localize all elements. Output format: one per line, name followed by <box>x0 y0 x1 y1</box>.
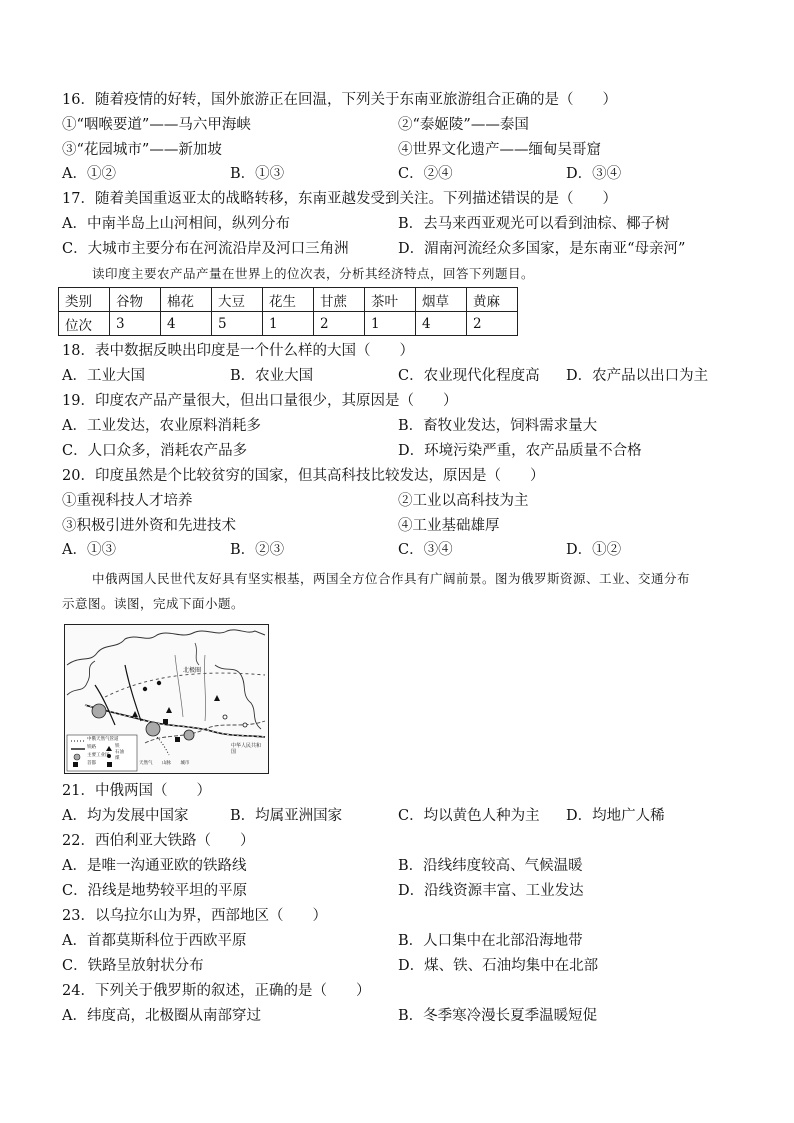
q16-item-4: ④世界文化遗产——缅甸吴哥窟 <box>398 142 601 158</box>
q19-stem: 19．印度农产品产量很大，但出口量很少，其原因是（ ） <box>62 393 458 409</box>
q20-item-2: ②工业以高科技为主 <box>398 493 529 509</box>
russia-resource-map <box>64 624 269 774</box>
q16-item-1: ①“咽喉要道”——马六甲海峡 <box>62 117 251 133</box>
q20-options <box>62 540 621 560</box>
table-header-row <box>59 288 518 312</box>
table-cell: 大豆 <box>212 288 263 312</box>
legend-item: 煤 <box>115 756 120 761</box>
q21-option-a[interactable]: A．均为发展中国家 <box>62 808 189 824</box>
q21-option-b[interactable]: B．均属亚洲国家 <box>230 808 343 824</box>
q21-option-c[interactable]: C．均以黄色人种为主 <box>398 808 540 824</box>
table-cell: 棉花 <box>161 288 212 312</box>
table-cell: 2 <box>314 312 365 336</box>
q18-option-a[interactable]: A．工业大国 <box>62 368 145 384</box>
table-cell: 烟草 <box>416 288 467 312</box>
legend-item: 石油 <box>115 750 124 755</box>
q23-stem: 23．以乌拉尔山为界，西部地区（ ） <box>62 908 327 924</box>
q18-option-d[interactable]: D．农产品以出口为主 <box>566 368 709 384</box>
q20-item-3: ③积极引进外资和先进技术 <box>62 518 236 534</box>
table-cell: 甘蔗 <box>314 288 365 312</box>
q21-options <box>62 806 665 826</box>
q17-stem: 17．随着美国重返亚太的战略转移，东南亚越发受到关注。下列描述错误的是（ ） <box>62 191 617 207</box>
q20-item-1: ①重视科技人才培养 <box>62 493 193 509</box>
table-cell: 1 <box>263 312 314 336</box>
legend-item: 城市 <box>180 761 190 766</box>
q17-option-b[interactable]: B．去马来西亚观光可以看到油棕、椰子树 <box>398 216 670 232</box>
q20-item-4: ④工业基础雄厚 <box>398 518 500 534</box>
q22-option-b[interactable]: B．沿线纬度较高、气候温暖 <box>398 858 583 874</box>
table-row <box>59 312 518 336</box>
table-cell: 位次 <box>59 312 110 336</box>
q23-option-a[interactable]: A．首都莫斯科位于西欧平原 <box>62 933 247 949</box>
q16-item-2: ②“泰姬陵”——泰国 <box>398 117 529 133</box>
q23-option-b[interactable]: B．人口集中在北部沿海地带 <box>398 933 583 949</box>
legend-item: 中俄天然气管道 <box>87 737 119 742</box>
q16-option-d[interactable]: D．③④ <box>566 166 622 182</box>
q23-option-d[interactable]: D．煤、铁、石油均集中在北部 <box>398 958 599 974</box>
table-cell: 花生 <box>263 288 314 312</box>
legend-item: 首都 <box>87 761 96 766</box>
q16-stem: 16．随着疫情的好转，国外旅游正在回温，下列关于东南亚旅游组合正确的是（ ） <box>62 92 617 108</box>
q20-option-d[interactable]: D．①② <box>566 542 622 558</box>
q22-option-a[interactable]: A．是唯一沟通亚欧的铁路线 <box>62 858 247 874</box>
q16-option-a[interactable]: A．①② <box>62 166 116 182</box>
legend-item: 山脉 <box>161 761 171 766</box>
section-intro-india: 读印度主要农产品产量在世界上的位次表，分析其经济特点，回答下列题目。 <box>92 266 535 281</box>
q18-stem: 18．表中数据反映出印度是一个什么样的大国（ ） <box>62 343 414 359</box>
map-label-arctic-circle: 北极圈 <box>183 667 202 674</box>
india-rank-table <box>58 287 518 336</box>
q16-options <box>62 164 621 184</box>
legend-item: 主要工业区 <box>87 753 110 758</box>
table-cell: 3 <box>110 312 161 336</box>
table-cell: 类别 <box>59 288 110 312</box>
map-label-china: 中华人民共和国 <box>231 743 262 755</box>
legend-item: 天然气 <box>139 761 153 766</box>
table-cell: 1 <box>365 312 416 336</box>
legend-item: 铁 <box>115 744 120 749</box>
q18-option-b[interactable]: B．农业大国 <box>230 368 314 384</box>
q16-option-c[interactable]: C．②④ <box>398 166 453 182</box>
q20-stem: 20．印度虽然是个比较贫穷的国家，但其高科技比较发达，原因是（ ） <box>62 468 545 484</box>
q23-option-c[interactable]: C．铁路呈放射状分布 <box>62 958 204 974</box>
q21-stem: 21．中俄两国（ ） <box>62 783 211 799</box>
map-legend-bottom <box>139 761 189 767</box>
q17-option-a[interactable]: A．中南半岛上山河相间，纵列分布 <box>62 216 290 232</box>
q24-option-b[interactable]: B．冬季寒冷漫长夏季温暖短促 <box>398 1008 598 1024</box>
q20-option-a[interactable]: A．①③ <box>62 542 116 558</box>
q20-option-c[interactable]: C．③④ <box>398 542 453 558</box>
q16-item-3: ③“花园城市”——新加坡 <box>62 142 222 158</box>
table-cell: 2 <box>467 312 518 336</box>
map-legend-right <box>115 744 124 762</box>
q19-option-c[interactable]: C．人口众多，消耗农产品多 <box>62 443 248 459</box>
table-cell: 4 <box>416 312 467 336</box>
q24-option-a[interactable]: A．纬度高，北极圈从南部穿过 <box>62 1008 261 1024</box>
q18-option-c[interactable]: C．农业现代化程度高 <box>398 368 540 384</box>
table-cell: 5 <box>212 312 263 336</box>
q21-option-d[interactable]: D．均地广人稀 <box>566 808 665 824</box>
q24-stem: 24．下列关于俄罗斯的叙述，正确的是（ ） <box>62 983 371 999</box>
q18-options <box>62 366 708 386</box>
q19-option-a[interactable]: A．工业发达，农业原料消耗多 <box>62 418 261 434</box>
table-cell: 谷物 <box>110 288 161 312</box>
table-cell: 茶叶 <box>365 288 416 312</box>
section-intro-russia-1: 中俄两国人民世代友好具有坚实根基，两国全方位合作具有广阔前景。图为俄罗斯资源、工业、交通分布 <box>92 571 691 586</box>
q19-option-b[interactable]: B．畜牧业发达，饲料需求量大 <box>398 418 598 434</box>
q22-option-d[interactable]: D．沿线资源丰富、工业发达 <box>398 883 584 899</box>
section-intro-russia-2: 示意图。读图，完成下面小题。 <box>62 596 245 611</box>
table-cell: 黄麻 <box>467 288 518 312</box>
q22-stem: 22．西伯利亚大铁路（ ） <box>62 833 255 849</box>
q22-option-c[interactable]: C．沿线是地势较平坦的平原 <box>62 883 248 899</box>
q16-option-b[interactable]: B．①③ <box>230 166 285 182</box>
q17-option-d[interactable]: D．湄南河流经众多国家，是东南亚“母亲河” <box>398 241 686 257</box>
q17-option-c[interactable]: C．大城市主要分布在河流沿岸及河口三角洲 <box>62 241 349 257</box>
table-cell: 4 <box>161 312 212 336</box>
q20-option-b[interactable]: B．②③ <box>230 542 285 558</box>
legend-item: 铁路 <box>87 745 96 750</box>
map-legend <box>87 736 119 768</box>
q19-option-d[interactable]: D．环境污染严重，农产品质量不合格 <box>398 443 642 459</box>
